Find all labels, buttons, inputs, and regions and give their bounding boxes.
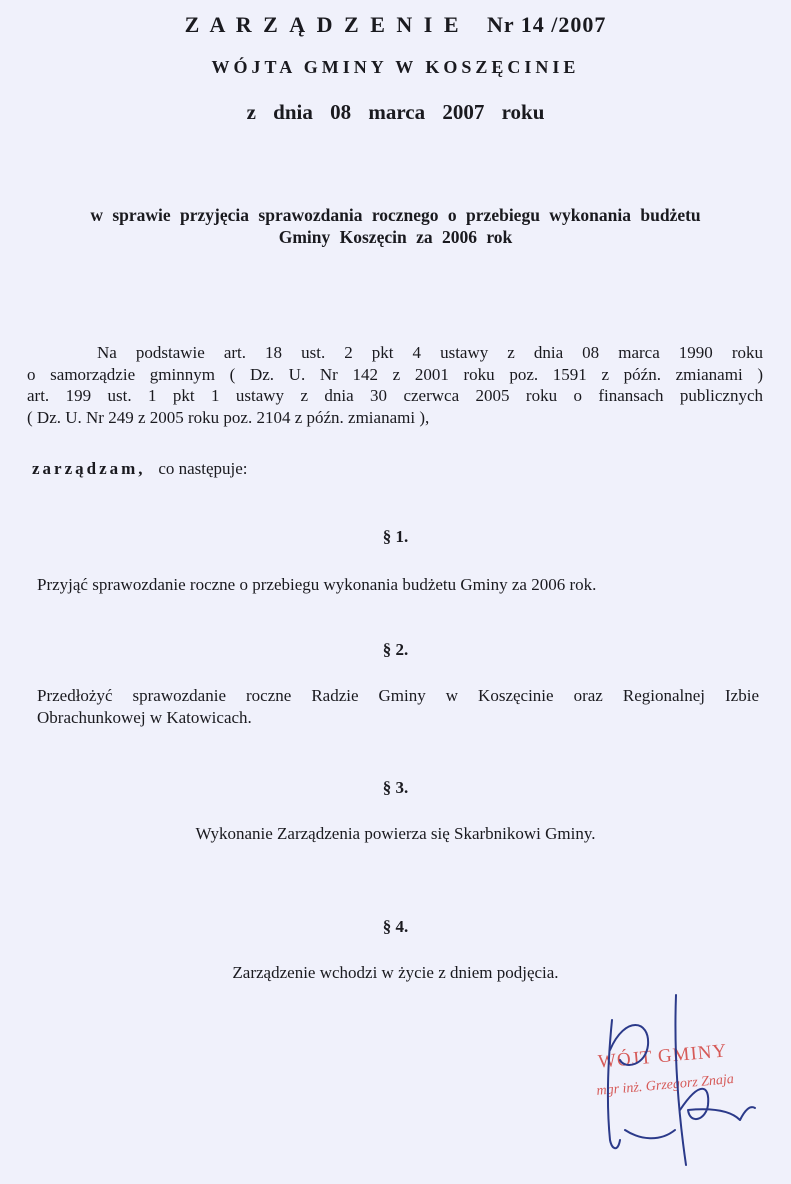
decree-clause <box>32 458 248 480</box>
decree-keyword: zarządzam, <box>32 459 146 478</box>
section-4-mark: § 4. <box>382 917 409 936</box>
legal-basis-line: ( Dz. U. Nr 249 z 2005 roku poz. 2104 z późn. zmianami ), <box>27 407 430 427</box>
subject <box>0 204 791 248</box>
section-2-line: Przedłożyć sprawozdanie roczne Radzie Gminy w Koszęcinie oraz Regionalnej Izbie <box>37 686 759 705</box>
title-word: Z A R Z Ą D Z E N I E <box>184 12 462 37</box>
legal-basis-line: Na podstawie art. 18 ust. 2 pkt 4 ustawy z dnia 08 marca 1990 roku <box>97 343 763 362</box>
section-3-mark: § 3. <box>382 778 409 797</box>
section-2-mark: § 2. <box>382 640 409 659</box>
legal-basis-line: art. 199 ust. 1 pkt 1 ustawy z dnia 30 czerwca 2005 roku o finansach publicznych <box>27 386 763 405</box>
document-number: Nr 14 /2007 <box>487 12 607 37</box>
legal-basis <box>27 342 763 428</box>
document-date: z dnia 08 marca 2007 roku <box>246 100 545 124</box>
handwritten-signature <box>590 990 770 1180</box>
section-2-text <box>37 685 759 729</box>
document-title <box>0 12 791 38</box>
stamp-title: WÓJT GMINY <box>597 1040 729 1073</box>
section-2-line: Obrachunkowej w Katowicach. <box>37 708 252 727</box>
section-3-text: Wykonanie Zarządzenia powierza się Skarbnikowi Gminy. <box>195 824 596 843</box>
section-1-text: Przyjąć sprawozdanie roczne o przebiegu wykonania budżetu Gminy za 2006 rok. <box>37 575 597 594</box>
issuer: WÓJTA GMINY W KOSZĘCINIE <box>211 57 580 77</box>
stamp-name: mgr inż. Grzegorz Znaja <box>595 1071 735 1099</box>
section-1-mark: § 1. <box>382 527 409 546</box>
decree-text: co następuje: <box>158 459 248 478</box>
legal-basis-line: o samorządzie gminnym ( Dz. U. Nr 142 z 2001 roku poz. 1591 z późn. zmianami ) <box>27 364 763 384</box>
subject-line-2: Gminy Koszęcin za 2006 rok <box>278 227 513 247</box>
subject-line-1: w sprawie przyjęcia sprawozdania rocznego o przebiegu wykonania budżetu <box>90 205 701 225</box>
section-4-text: Zarządzenie wchodzi w życie z dniem podjęcia. <box>232 963 559 982</box>
